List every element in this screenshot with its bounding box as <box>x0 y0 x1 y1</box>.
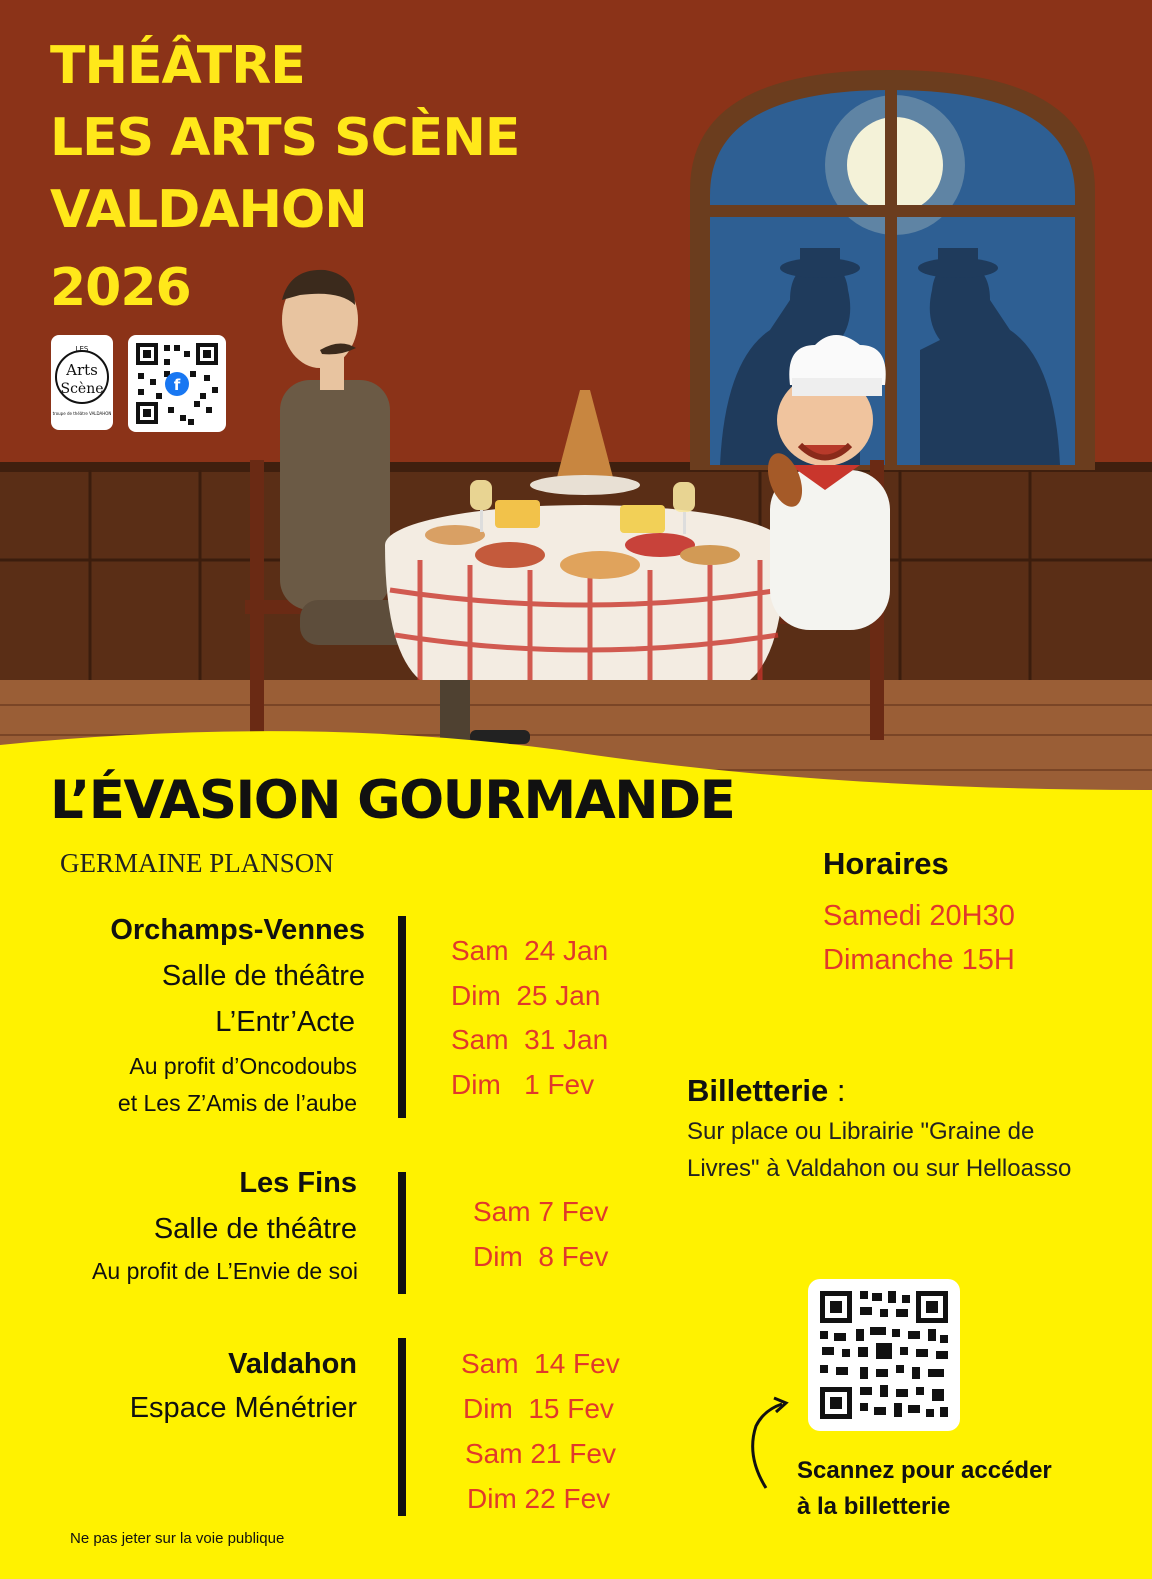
scan-instruction: Scannez pour accéder <box>797 1457 1052 1484</box>
logo-text-bottom: troupe de théâtre VALDAHON <box>52 411 112 416</box>
venue-hall: Salle de théâtre <box>153 1213 357 1245</box>
venue-town: Les Fins <box>239 1167 357 1199</box>
venue-hall: Salle de théâtre <box>161 960 365 992</box>
play-author: GERMAINE PLANSON <box>60 848 334 878</box>
curved-arrow-icon <box>738 1396 798 1496</box>
logo-text-scene: Scène <box>60 381 104 397</box>
performance-date: Sam 31 Jan <box>451 1024 609 1055</box>
ticketing-heading <box>687 1073 846 1109</box>
logo-text-top: LES <box>75 345 89 353</box>
venue-benefit: Au profit d’Oncodoubs <box>129 1053 357 1079</box>
venue-benefit: Au profit de L’Envie de soi <box>92 1258 358 1284</box>
qr-code-icon <box>808 1279 960 1431</box>
venue-hall: Espace Ménétrier <box>129 1392 357 1424</box>
ticketing-info: Sur place ou Librairie "Graine de Livres" à Valdahon ou sur Helloasso <box>687 1118 1072 1182</box>
venue-town: Valdahon <box>228 1348 357 1380</box>
troupe-logo-graphic <box>51 335 113 430</box>
title-line-town: VALDAHON <box>50 180 367 240</box>
schedule-line: Samedi 20H30 <box>823 900 1015 932</box>
window <box>690 70 1095 470</box>
qr-code-icon <box>128 335 226 432</box>
logo-text-arts: Arts <box>66 361 98 379</box>
title-line-theatre: THÉÂTRE <box>50 36 305 96</box>
performance-date: Dim 1 Fev <box>451 1069 595 1100</box>
venue-divider <box>398 1172 406 1294</box>
venue-divider <box>398 916 406 1118</box>
footer-notice: Ne pas jeter sur la voie publique <box>70 1530 285 1547</box>
venue-hall: L’Entr’Acte <box>215 1006 355 1038</box>
venue-divider <box>398 1338 406 1516</box>
ticketing-qr-code[interactable] <box>808 1279 960 1431</box>
performance-date: Dim 15 Fev <box>463 1393 614 1424</box>
venue-benefit: et Les Z’Amis de l’aube <box>117 1090 357 1116</box>
performance-date: Sam 7 Fev <box>473 1196 609 1227</box>
performance-date: Dim 8 Fev <box>473 1241 609 1272</box>
performance-date: Dim 25 Jan <box>451 980 601 1011</box>
performance-date: Sam 14 Fev <box>461 1348 620 1379</box>
performance-date: Dim 22 Fev <box>467 1483 611 1514</box>
scan-instruction: à la billetterie <box>797 1493 951 1520</box>
ticketing-label-suffix: : <box>828 1073 846 1108</box>
performance-date: Sam 24 Jan <box>451 935 609 966</box>
ticketing-label: Billetterie <box>687 1073 829 1108</box>
troupe-logo <box>51 335 113 430</box>
schedule-heading: Horaires <box>823 846 949 881</box>
performance-date: Sam 21 Fev <box>465 1438 616 1469</box>
title-line-year: 2026 <box>50 258 191 318</box>
svg-text:f: f <box>173 376 181 394</box>
venue-town: Orchamps-Vennes <box>110 914 365 946</box>
title-line-troupe: LES ARTS SCÈNE <box>50 108 520 168</box>
facebook-qr-code[interactable] <box>128 335 226 432</box>
play-title: L’ÉVASION GOURMANDE <box>50 770 735 831</box>
schedule-line: Dimanche 15H <box>823 944 1015 976</box>
